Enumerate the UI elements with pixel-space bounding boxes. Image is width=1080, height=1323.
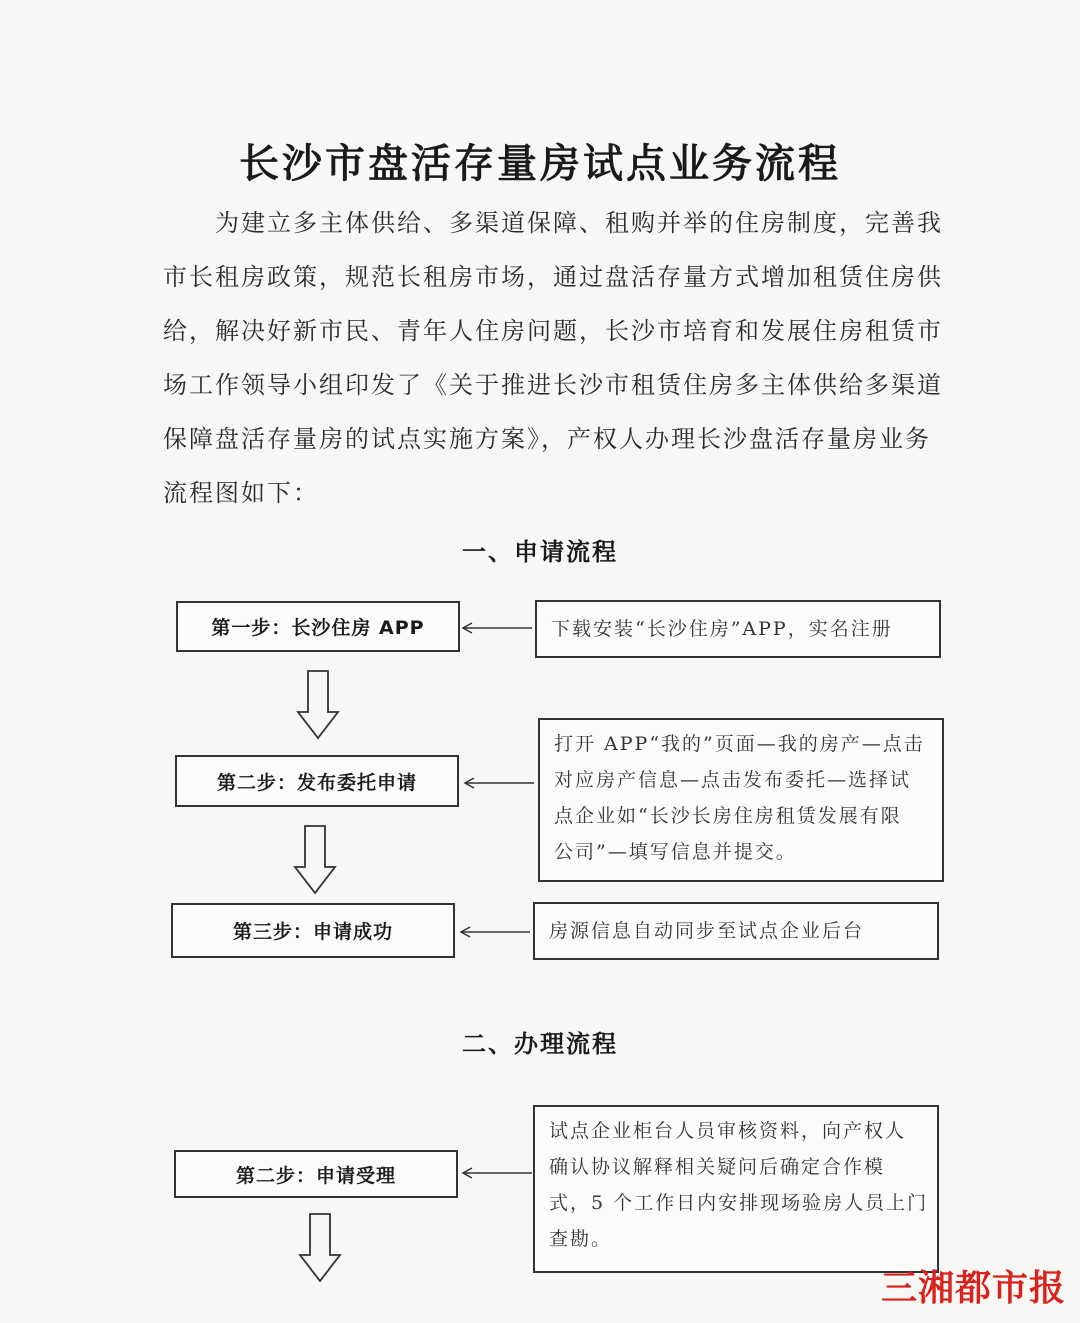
intro-paragraph	[163, 196, 943, 520]
note-line: 试点企业柜台人员审核资料，向产权人	[549, 1120, 907, 1142]
arrow-down-icon	[298, 1213, 342, 1283]
note-line: 打开 APP“我的”页面—我的房产—点击	[554, 733, 925, 755]
note-line: 下载安装“长沙住房”APP，实名注册	[551, 618, 893, 640]
arrow-left-icon	[462, 776, 534, 790]
intro-line: 保障盘活存量房的试点实施方案》，产权人办理长沙盘活存量房业务	[163, 425, 931, 453]
document-title: 长沙市盘活存量房试点业务流程	[239, 141, 841, 187]
step-label: 第二步：发布委托申请	[216, 771, 417, 794]
arrow-left-icon	[458, 925, 530, 939]
intro-line: 为建立多主体供给、多渠道保障、租购并举的住房制度，完善我	[215, 209, 943, 237]
arrow-down-icon	[293, 825, 337, 895]
note-line: 房源信息自动同步至试点企业后台	[549, 920, 865, 942]
arrow-left-icon	[460, 621, 532, 635]
intro-line: 市长租房政策，规范长租房市场，通过盘活存量方式增加租赁住房供	[163, 263, 943, 291]
note-line: 确认协议解释相关疑问后确定合作模	[549, 1156, 886, 1178]
step-box-publish	[175, 755, 459, 807]
step-label: 第二步：申请受理	[235, 1164, 396, 1187]
step-label: 第一步：长沙住房 APP	[211, 617, 425, 639]
section-heading-apply: 一、申请流程	[462, 538, 618, 566]
note-line: 对应房产信息—点击发布委托—选择试	[554, 769, 912, 791]
section-heading-process: 二、办理流程	[462, 1030, 618, 1058]
step-box-accept	[174, 1150, 458, 1198]
step-box-app	[176, 601, 460, 652]
intro-line: 场工作领导小组印发了《关于推进长沙市租赁住房多主体供给多渠道	[163, 371, 943, 399]
intro-line: 给，解决好新市民、青年人住房问题，长沙市培育和发展住房租赁市	[163, 317, 943, 345]
note-line: 公司”—填写信息并提交。	[554, 841, 797, 863]
newspaper-logo: 三湘都市报	[880, 1268, 1066, 1309]
arrow-left-icon	[460, 1166, 532, 1180]
step-note-download	[535, 600, 941, 658]
note-line: 查勘。	[549, 1228, 613, 1250]
step-box-success	[171, 903, 455, 958]
step-note-sync	[533, 902, 939, 960]
arrow-down-icon	[296, 670, 340, 740]
note-line: 点企业如“长沙长房住房租赁发展有限	[554, 805, 902, 827]
note-line: 式，5 个工作日内安排现场验房人员上门	[549, 1192, 929, 1214]
intro-line: 流程图如下：	[163, 479, 319, 507]
step-label: 第三步：申请成功	[232, 921, 393, 943]
step-note-publish	[538, 718, 944, 882]
step-note-review	[533, 1105, 939, 1273]
